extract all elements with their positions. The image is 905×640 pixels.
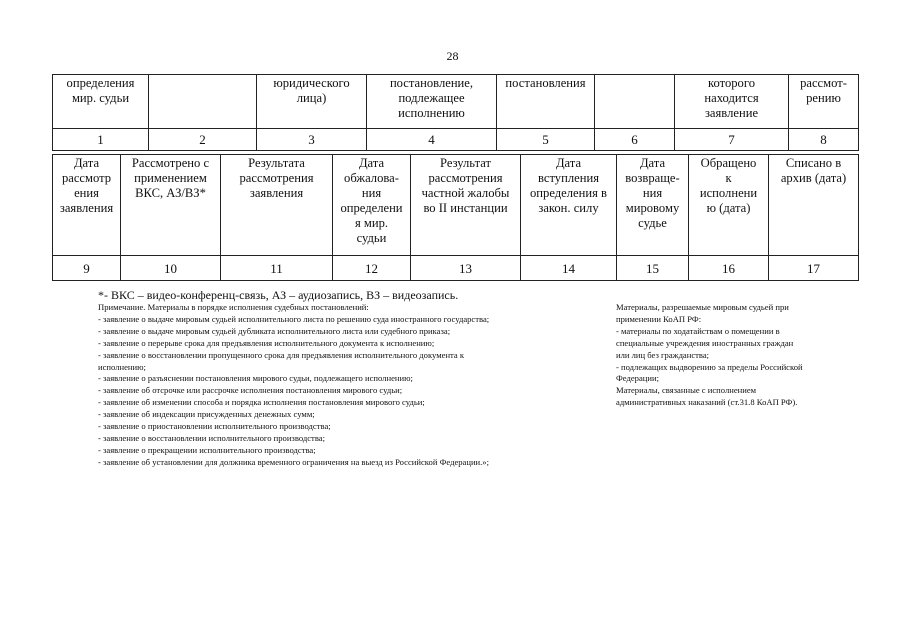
header-line: лица) xyxy=(296,91,327,105)
side-note-line: Материалы, связанные с исполнением xyxy=(616,385,757,396)
header-line: вступления xyxy=(538,171,599,185)
note-line: - заявление о прекращении исполнительного производства; xyxy=(98,444,316,455)
column-number: 8 xyxy=(789,129,859,151)
header-line: Обращено xyxy=(700,156,757,170)
header-line: Результата xyxy=(248,156,305,170)
header-line: ения xyxy=(74,186,99,200)
column-number: 14 xyxy=(521,256,617,281)
column-number: 12 xyxy=(333,256,411,281)
column-header-2 xyxy=(149,75,257,129)
side-note-line: или лиц без гражданства; xyxy=(616,349,710,360)
note-line: - заявление о разъяснении постановления мирового судьи, подлежащего исполнению; xyxy=(98,373,413,384)
column-number: 11 xyxy=(221,256,333,281)
side-note-line: Федерации; xyxy=(616,373,659,384)
column-header-3 xyxy=(257,75,367,129)
header-line: заявления xyxy=(59,201,114,215)
column-number: 7 xyxy=(675,129,789,151)
column-number: 2 xyxy=(149,129,257,151)
header-line: я мир. xyxy=(354,216,389,230)
header-line: во II инстанции xyxy=(423,201,508,215)
column-header-7 xyxy=(675,75,789,129)
note-line: - заявление о приостановлении исполнительного производства; xyxy=(98,421,331,432)
header-line: Дата xyxy=(555,156,582,170)
registry-table-top xyxy=(52,74,859,151)
note-line: - заявление о восстановлении пропущенного срока для предъявления исполнительного документа к xyxy=(98,349,465,360)
side-note-line: применении КоАП РФ: xyxy=(616,313,702,324)
column-number: 15 xyxy=(617,256,689,281)
header-line: ю (дата) xyxy=(706,201,751,215)
column-header-3 xyxy=(221,155,333,256)
side-note-line: административных наказаний (ст.31.8 КоАП РФ). xyxy=(616,397,798,408)
column-number: 5 xyxy=(497,129,595,151)
note-line: исполнению; xyxy=(98,361,146,372)
header-line: к xyxy=(725,171,732,185)
header-line: частной жалобы xyxy=(421,186,510,200)
header-line: рассмот- xyxy=(800,76,847,90)
header-line: постановления xyxy=(505,76,586,90)
column-header-5 xyxy=(411,155,521,256)
header-line: заявления xyxy=(249,186,304,200)
header-line: исполнению xyxy=(398,106,465,120)
column-header-8 xyxy=(689,155,769,256)
header-line: закон. силу xyxy=(538,201,599,215)
header-line: Результат xyxy=(439,156,491,170)
header-line: определения xyxy=(66,76,135,90)
header-line: ния xyxy=(361,186,382,200)
column-header-9 xyxy=(769,155,859,256)
header-line: определения в xyxy=(530,186,607,200)
header-line: определени xyxy=(340,201,403,215)
column-number: 4 xyxy=(367,129,497,151)
registry-table-bottom xyxy=(52,154,859,281)
header-line: Рассмотрено с xyxy=(131,156,210,170)
note-line: - заявление о восстановлении исполнительного производства; xyxy=(98,432,325,443)
column-number: 10 xyxy=(121,256,221,281)
column-number: 17 xyxy=(769,256,859,281)
header-line: применением xyxy=(134,171,207,185)
header-line: рассмотрения xyxy=(428,171,503,185)
header-line: Дата xyxy=(639,156,666,170)
page-number: 28 xyxy=(446,49,459,63)
column-number: 3 xyxy=(257,129,367,151)
header-line: Списано в xyxy=(785,156,842,170)
footnote: *- ВКС – видео-конференц-связь, АЗ – аудиозапись, ВЗ – видеозапись. xyxy=(98,288,459,302)
note-line: - заявление об отсрочке или рассрочке исполнения постановления мирового судьи; xyxy=(98,385,403,396)
column-header-5 xyxy=(497,75,595,129)
header-line: постановление, xyxy=(389,76,474,90)
header-line: Дата xyxy=(73,156,100,170)
header-line: Дата xyxy=(358,156,385,170)
column-header-2 xyxy=(121,155,221,256)
note-line: - заявление о выдаче мировым судьей дубликата исполнительного листа или судебного приказа; xyxy=(98,325,451,336)
header-line: мировому xyxy=(625,201,680,215)
side-note-line: специальные учреждения иностранных граждан xyxy=(616,337,794,348)
header-line: мир. судьи xyxy=(71,91,130,105)
header-line: рассмотрения xyxy=(239,171,314,185)
column-header-1 xyxy=(53,75,149,129)
header-line: подлежащее xyxy=(398,91,465,105)
notes-block xyxy=(98,302,608,469)
note-line: - заявление о перерыве срока для предъявления исполнительного документа к исполнению; xyxy=(98,337,435,348)
column-number: 1 xyxy=(53,129,149,151)
header-line: юридического xyxy=(273,76,350,90)
column-header-6 xyxy=(521,155,617,256)
header-line: возвраще- xyxy=(625,171,680,185)
header-line: ния xyxy=(642,186,663,200)
side-note-line: Материалы, разрешаемые мировым судьей при xyxy=(616,302,789,312)
note-line: - заявление об индексации присужденных денежных сумм; xyxy=(98,409,315,420)
column-header-4 xyxy=(367,75,497,129)
header-line: судьи xyxy=(356,231,387,245)
header-line: заявление xyxy=(704,106,759,120)
header-line: которого xyxy=(708,76,755,90)
note-line: - заявление об изменении способа и порядка исполнения постановления мирового судьи; xyxy=(98,397,425,408)
header-line: архив (дата) xyxy=(780,171,847,185)
side-notes-block xyxy=(616,302,856,409)
column-number: 9 xyxy=(53,256,121,281)
column-header-6 xyxy=(595,75,675,129)
column-number: 16 xyxy=(689,256,769,281)
header-line: ВКС, АЗ/ВЗ* xyxy=(135,186,206,200)
column-header-4 xyxy=(333,155,411,256)
note-line: Примечание. Материалы в порядке исполнения судебных постановлений: xyxy=(98,302,369,312)
header-line: рению xyxy=(806,91,841,105)
column-header-7 xyxy=(617,155,689,256)
header-line: судье xyxy=(638,216,667,230)
header-line: исполнени xyxy=(699,186,758,200)
column-number: 13 xyxy=(411,256,521,281)
column-number: 6 xyxy=(595,129,675,151)
header-line: рассмотр xyxy=(61,171,112,185)
header-line: обжалова- xyxy=(344,171,399,185)
header-line: находится xyxy=(704,91,759,105)
note-line: - заявление о выдаче мировым судьей исполнительного листа по решению суда иностранного государства; xyxy=(98,313,490,324)
side-note-line: - подлежащих выдворению за пределы Российской xyxy=(616,361,803,372)
note-line: - заявление об установлении для должника временного ограничения на выезд из Российской Федерации.»; xyxy=(98,456,489,467)
column-header-1 xyxy=(53,155,121,256)
side-note-line: - материалы по ходатайствам о помещении в xyxy=(616,325,780,336)
column-header-8 xyxy=(789,75,859,129)
